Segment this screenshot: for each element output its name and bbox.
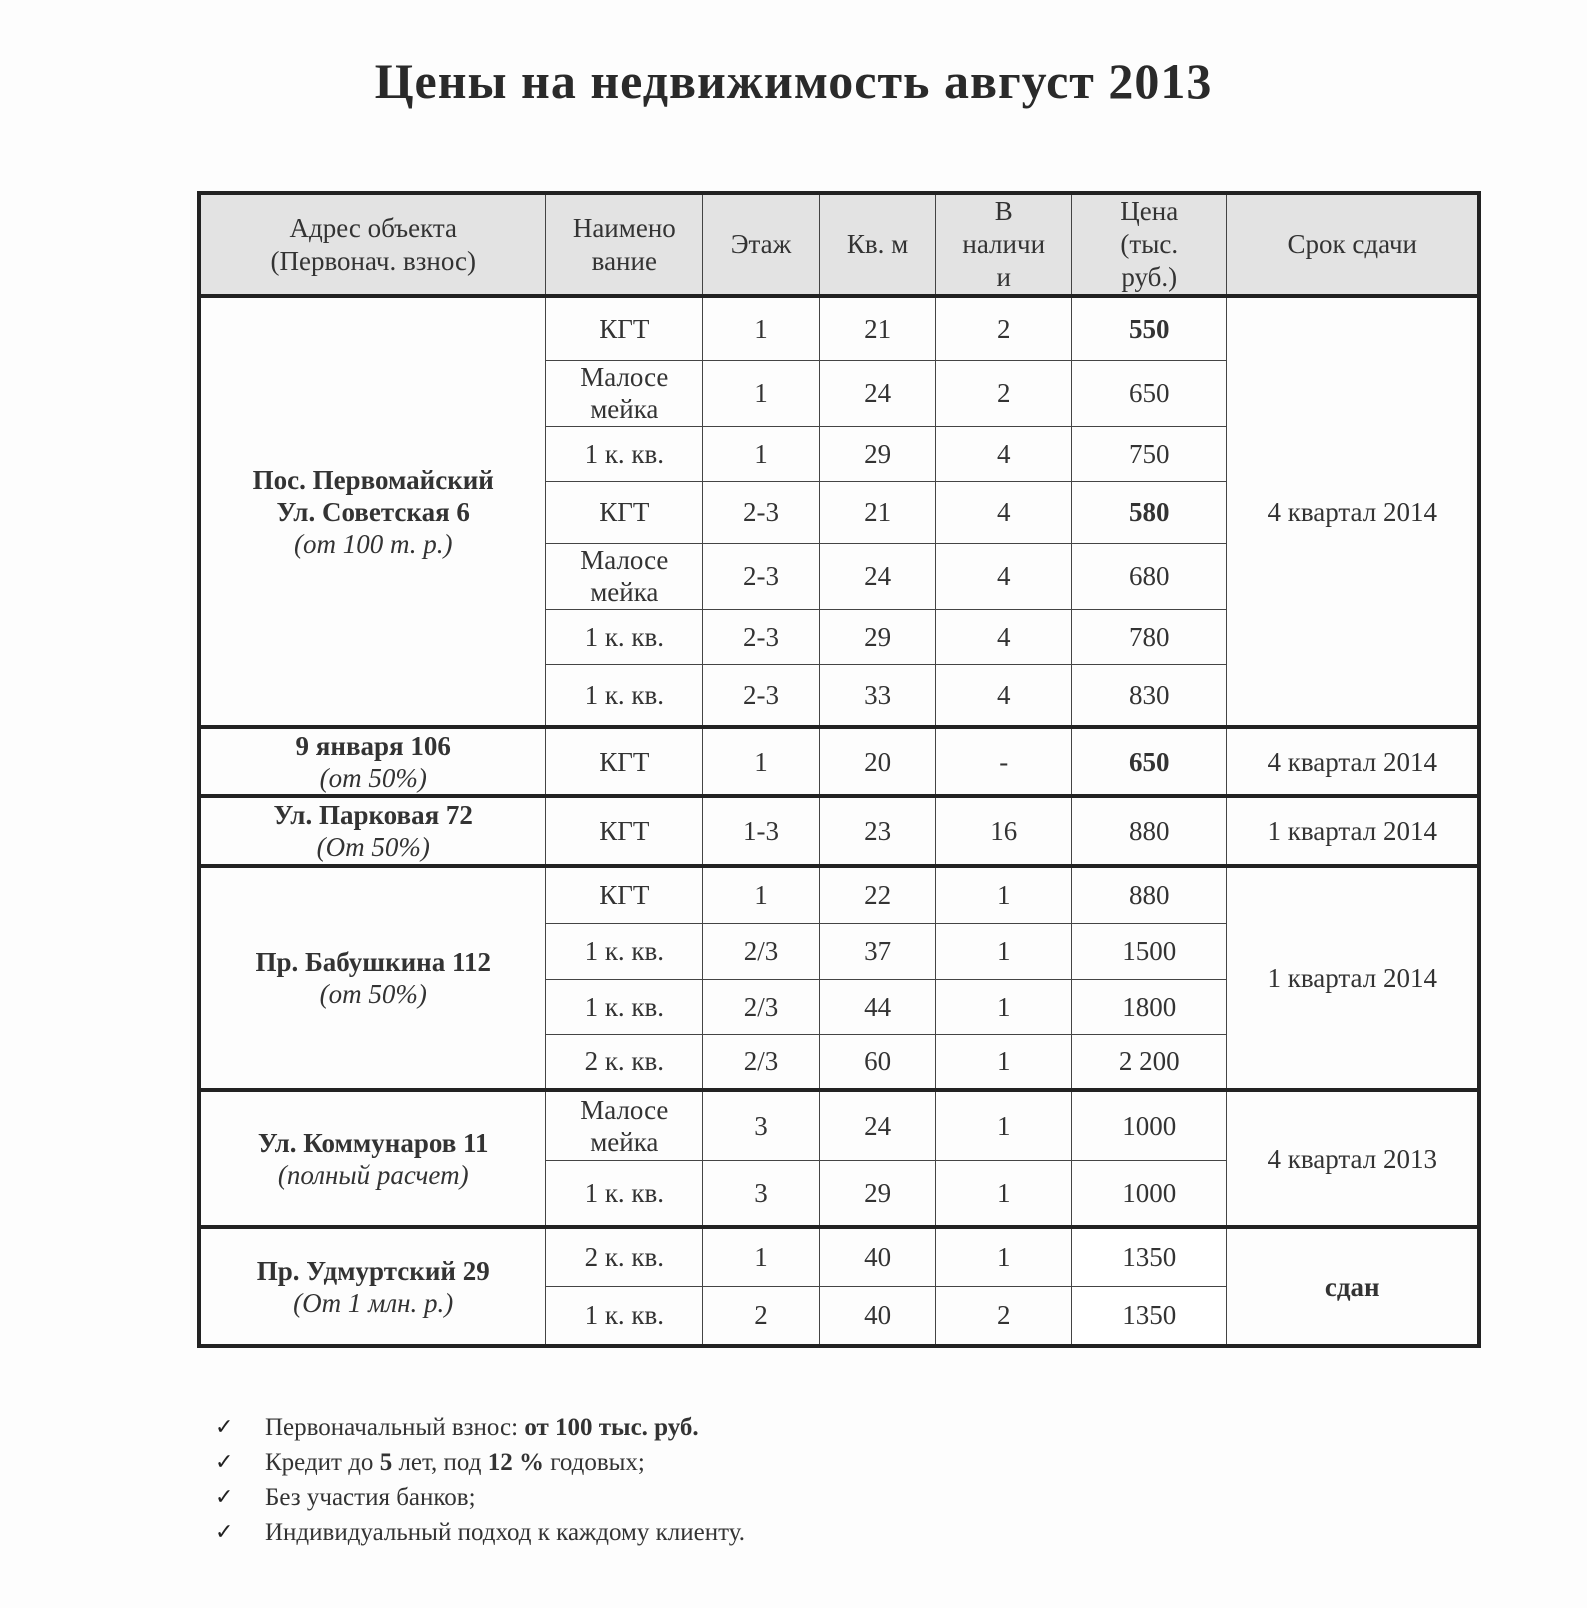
cell-area: 29 [819,426,936,481]
cell-area: 21 [819,296,936,360]
cell-name: КГТ [546,296,703,360]
cell-floor: 1 [703,1227,820,1286]
cell-available: 1 [936,923,1072,979]
cell-name: КГТ [546,481,703,543]
cell-term: 1 квартал 2014 [1227,866,1479,1090]
notes-list [215,1410,1415,1550]
cell-term: 4 квартал 2014 [1227,296,1479,727]
cell-term: 4 квартал 2013 [1227,1090,1479,1227]
cell-floor: 3 [703,1090,820,1160]
cell-floor: 1 [703,360,820,426]
header-floor: Этаж [703,193,820,296]
cell-available: 1 [936,866,1072,923]
cell-price: 1500 [1072,923,1227,979]
cell-area: 22 [819,866,936,923]
cell-floor: 2/3 [703,923,820,979]
cell-address [199,296,546,727]
checkmark-icon: ✓ [215,1520,234,1545]
note-text: Кредит до 5 лет, под 12 % годовых; [265,1448,645,1476]
header-term: Срок сдачи [1227,193,1479,296]
address-note: (полный расчет) [277,1159,469,1190]
header-address: Адрес объекта (Первонач. взнос) [199,193,546,296]
cell-available: 1 [936,1034,1072,1090]
address-line: Пр. Удмуртский 29 [256,1255,490,1286]
cell-name: Малосе мейка [546,543,703,609]
table-row [199,1227,1479,1286]
cell-price: 680 [1072,543,1227,609]
cell-available: 1 [936,1227,1072,1286]
cell-available: 2 [936,360,1072,426]
cell-name: 1 к. кв. [546,1286,703,1346]
cell-price: 830 [1072,664,1227,727]
cell-available: 16 [936,796,1072,866]
page-title: Цены на недвижимость август 2013 [374,53,1213,109]
address-note: (от 50%) [319,979,427,1009]
cell-address [199,796,546,866]
cell-floor: 2-3 [703,609,820,664]
cell-available: 2 [936,1286,1072,1346]
cell-price: 650 [1072,360,1227,426]
note-item [215,1480,1415,1515]
cell-floor: 1 [703,866,820,923]
header-area: Кв. м [819,193,936,296]
note-item [215,1445,1415,1480]
cell-area: 44 [819,979,936,1034]
cell-name: КГТ [546,866,703,923]
cell-price: 1800 [1072,979,1227,1034]
cell-term: 4 квартал 2014 [1227,727,1479,796]
table-row [199,296,1479,360]
table-row [199,727,1479,796]
cell-name: Малосе мейка [546,1090,703,1160]
cell-floor: 2-3 [703,481,820,543]
cell-price: 1350 [1072,1227,1227,1286]
header-price: Цена (тыс. руб.) [1072,193,1227,296]
cell-floor: 1-3 [703,796,820,866]
table-row [199,1090,1479,1160]
cell-available: - [936,727,1072,796]
cell-floor: 1 [703,727,820,796]
cell-price: 1350 [1072,1286,1227,1346]
cell-name: 1 к. кв. [546,979,703,1034]
cell-floor: 1 [703,426,820,481]
cell-address [199,727,546,796]
cell-price: 1000 [1072,1090,1227,1160]
checkmark-icon: ✓ [215,1415,234,1440]
address-note: (от 50%) [319,762,427,793]
cell-area: 24 [819,360,936,426]
cell-floor: 2-3 [703,664,820,727]
cell-name: 1 к. кв. [546,923,703,979]
cell-available: 2 [936,296,1072,360]
cell-floor: 2-3 [703,543,820,609]
cell-area: 33 [819,664,936,727]
cell-area: 60 [819,1034,936,1090]
cell-available: 4 [936,609,1072,664]
cell-address [199,1227,546,1346]
cell-name: 1 к. кв. [546,426,703,481]
cell-floor: 2/3 [703,979,820,1034]
cell-price: 1000 [1072,1160,1227,1227]
cell-area: 40 [819,1286,936,1346]
address-line: Пр. Бабушкина 112 [255,947,492,977]
cell-name: 1 к. кв. [546,1160,703,1227]
cell-price: 750 [1072,426,1227,481]
cell-address [199,1090,546,1227]
cell-floor: 2/3 [703,1034,820,1090]
cell-name: 1 к. кв. [546,609,703,664]
cell-floor: 2 [703,1286,820,1346]
cell-area: 21 [819,481,936,543]
cell-available: 1 [936,1090,1072,1160]
header-available: В наличи и [936,193,1072,296]
cell-available: 1 [936,979,1072,1034]
cell-price: 880 [1072,866,1227,923]
note-text: Индивидуальный подход к каждому клиенту. [265,1518,745,1546]
cell-address [199,866,546,1090]
cell-available: 4 [936,543,1072,609]
cell-area: 29 [819,609,936,664]
table-header-row [199,193,1479,296]
cell-available: 4 [936,664,1072,727]
note-text: Без участия банков; [265,1483,476,1511]
cell-price: 650 [1072,727,1227,796]
checkmark-icon: ✓ [215,1450,234,1475]
cell-name: КГТ [546,727,703,796]
header-name: Наимено вание [546,193,703,296]
cell-name: Малосе мейка [546,360,703,426]
cell-term: 1 квартал 2014 [1227,796,1479,866]
checkmark-icon: ✓ [215,1485,234,1510]
cell-price: 2 200 [1072,1034,1227,1090]
cell-price: 780 [1072,609,1227,664]
cell-name: КГТ [546,796,703,866]
cell-floor: 3 [703,1160,820,1227]
cell-name: 2 к. кв. [546,1227,703,1286]
cell-area: 24 [819,1090,936,1160]
address-line: Ул. Советская 6 [276,496,470,527]
address-line: 9 января 106 [295,730,451,761]
cell-available: 1 [936,1160,1072,1227]
note-item [215,1410,1415,1445]
address-note: (От 1 млн. р.) [293,1287,454,1318]
cell-area: 23 [819,796,936,866]
cell-area: 29 [819,1160,936,1227]
table-body [199,296,1479,1346]
table-row [199,796,1479,866]
cell-price: 550 [1072,296,1227,360]
cell-name: 2 к. кв. [546,1034,703,1090]
cell-area: 37 [819,923,936,979]
cell-floor: 1 [703,296,820,360]
address-line: Пос. Первомайский [252,464,494,495]
cell-available: 4 [936,481,1072,543]
cell-area: 20 [819,727,936,796]
cell-area: 24 [819,543,936,609]
address-note: (От 50%) [316,832,430,862]
cell-area: 40 [819,1227,936,1286]
address-line: Ул. Парковая 72 [273,800,473,830]
price-table [197,191,1481,1348]
table-row [199,866,1479,923]
address-line: Ул. Коммунаров 11 [257,1127,489,1158]
cell-available: 4 [936,426,1072,481]
cell-name: 1 к. кв. [546,664,703,727]
note-text: Первоначальный взнос: от 100 тыс. руб. [265,1413,699,1441]
address-note: (от 100 т. р.) [293,528,453,559]
cell-term: сдан [1227,1227,1479,1346]
cell-price: 880 [1072,796,1227,866]
cell-price: 580 [1072,481,1227,543]
note-item [215,1515,1415,1550]
